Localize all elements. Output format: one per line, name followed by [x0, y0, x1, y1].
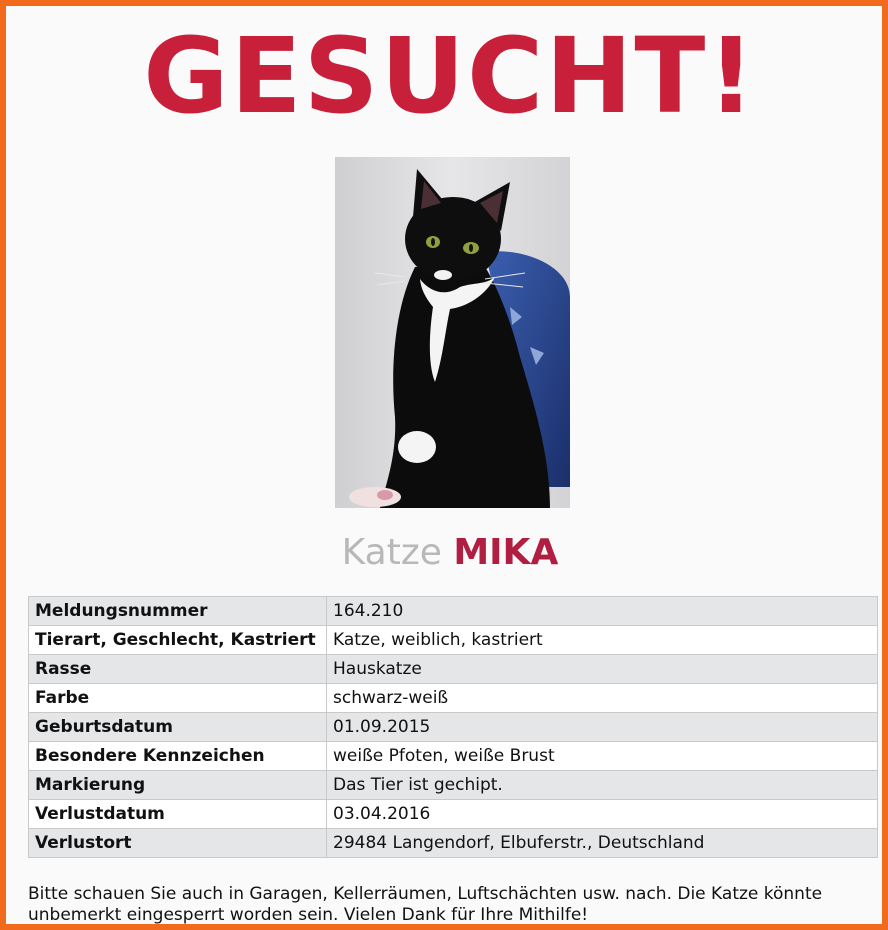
facts-table: [28, 596, 878, 858]
pet-name: MIKA: [453, 532, 559, 573]
table-row: [29, 771, 878, 800]
fact-value: 29484 Langendorf, Elbuferstr., Deutschland: [327, 829, 878, 858]
fact-value: 01.09.2015: [327, 713, 878, 742]
fact-value: 03.04.2016: [327, 800, 878, 829]
table-row: [29, 597, 878, 626]
fact-value: 164.210: [327, 597, 878, 626]
table-row: [29, 626, 878, 655]
fact-label: Verlustort: [29, 829, 327, 858]
pet-species: Katze: [341, 532, 442, 573]
fact-label: Farbe: [29, 684, 327, 713]
fact-value: Hauskatze: [327, 655, 878, 684]
fact-label: Rasse: [29, 655, 327, 684]
fact-value: weiße Pfoten, weiße Brust: [327, 742, 878, 771]
fact-label: Besondere Kennzeichen: [29, 742, 327, 771]
table-row: [29, 655, 878, 684]
fact-value: Das Tier ist gechipt.: [327, 771, 878, 800]
headline: GESUCHT!: [143, 15, 757, 137]
table-row: [29, 684, 878, 713]
fact-label: Meldungsnummer: [29, 597, 327, 626]
fact-label: Verlustdatum: [29, 800, 327, 829]
appeal-note: Bitte schauen Sie auch in Garagen, Kellerräumen, Luftschächten usw. nach. Die Katze könnte unbemerkt eingesperrt worden sein. Vielen Dank für Ihre Mithilfe!: [28, 884, 823, 925]
fact-value: schwarz-weiß: [327, 684, 878, 713]
cat-photo: [335, 157, 570, 508]
fact-label: Tierart, Geschlecht, Kastriert: [29, 626, 327, 655]
table-row: [29, 713, 878, 742]
fact-value: Katze, weiblich, kastriert: [327, 626, 878, 655]
cat-photo-icon: [335, 157, 570, 508]
table-row: [29, 742, 878, 771]
pet-name-line: [6, 530, 888, 576]
fact-label: Geburtsdatum: [29, 713, 327, 742]
table-row: [29, 829, 878, 858]
table-row: [29, 800, 878, 829]
fact-label: Markierung: [29, 771, 327, 800]
